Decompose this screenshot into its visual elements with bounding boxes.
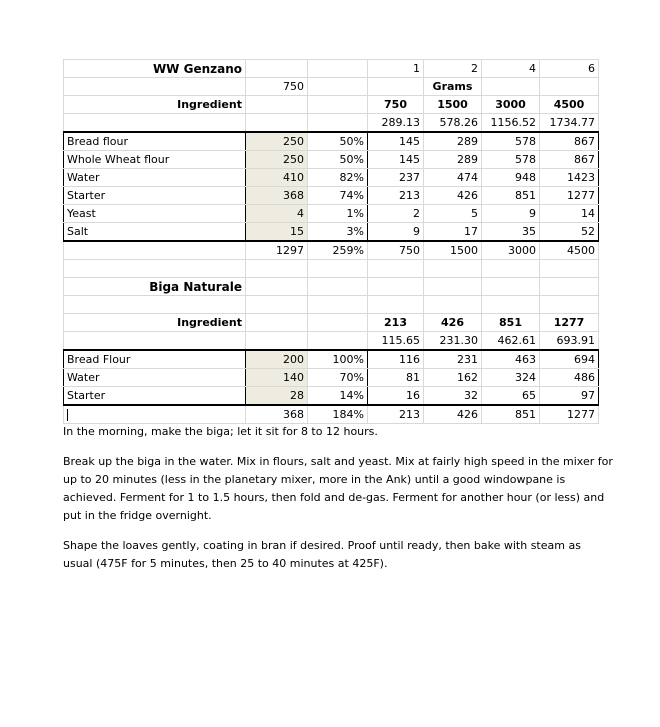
ingredient-weight: 213	[368, 187, 424, 205]
table-row	[64, 205, 599, 223]
batch-weight: 851	[482, 314, 540, 332]
ingredient-weight: 578	[482, 132, 540, 151]
loaves-count-6: 6	[540, 60, 599, 78]
genzano-ingredient-header: Ingredient	[64, 96, 246, 114]
recipe-table	[63, 59, 599, 424]
batch-weight: 426	[424, 314, 482, 332]
ingredient-name: Starter	[64, 187, 246, 205]
ingredient-weight: 16	[368, 387, 424, 406]
ingredient-percent: 70%	[308, 369, 368, 387]
total-weight: 213	[368, 405, 424, 424]
ingredient-grams: 28	[246, 387, 308, 406]
total-weight: 4500	[540, 241, 599, 260]
batch-weight: 1500	[424, 96, 482, 114]
ingredient-weight: 32	[424, 387, 482, 406]
ingredient-weight: 463	[482, 350, 540, 369]
ingredient-grams: 250	[246, 132, 308, 151]
table-row	[64, 369, 599, 387]
ingredient-percent: 3%	[308, 223, 368, 242]
base-weight: 750	[246, 78, 308, 96]
total-weight: 750	[368, 241, 424, 260]
ingredient-percent: 82%	[308, 169, 368, 187]
table-row	[64, 350, 599, 369]
ingredient-weight: 289	[424, 132, 482, 151]
ingredient-weight: 324	[482, 369, 540, 387]
ingredient-name: Water	[64, 369, 246, 387]
text-cursor-cell[interactable]	[64, 405, 246, 424]
ingredient-weight: 9	[482, 205, 540, 223]
ingredient-weight: 14	[540, 205, 599, 223]
ingredient-weight: 474	[424, 169, 482, 187]
ingredient-weight: 5	[424, 205, 482, 223]
ingredient-weight: 1277	[540, 187, 599, 205]
ingredient-percent: 50%	[308, 151, 368, 169]
ingredient-weight: 52	[540, 223, 599, 242]
flour-weight: 289.13	[368, 114, 424, 133]
total-grams: 368	[246, 405, 308, 424]
ingredient-weight: 231	[424, 350, 482, 369]
ingredient-percent: 74%	[308, 187, 368, 205]
ingredient-name: Starter	[64, 387, 246, 406]
ingredient-weight: 289	[424, 151, 482, 169]
batch-weight: 750	[368, 96, 424, 114]
ingredient-weight: 426	[424, 187, 482, 205]
flour-weight: 231.30	[424, 332, 482, 351]
ingredient-weight: 867	[540, 151, 599, 169]
flour-weight: 693.91	[540, 332, 599, 351]
ingredient-percent: 14%	[308, 387, 368, 406]
ingredient-grams: 200	[246, 350, 308, 369]
total-grams: 1297	[246, 241, 308, 260]
flour-weight: 462.61	[482, 332, 540, 351]
instructions	[63, 423, 613, 585]
ingredient-weight: 578	[482, 151, 540, 169]
total-weight: 1277	[540, 405, 599, 424]
flour-weight: 115.65	[368, 332, 424, 351]
table-row	[64, 223, 599, 242]
ingredient-grams: 410	[246, 169, 308, 187]
grams-label: Grams	[424, 78, 482, 96]
genzano-title: WW Genzano	[64, 60, 246, 78]
ingredient-weight: 162	[424, 369, 482, 387]
ingredient-weight: 145	[368, 151, 424, 169]
ingredient-weight: 2	[368, 205, 424, 223]
instruction-paragraph: Shape the loaves gently, coating in bran if desired. Proof until ready, then bake with steam as usual (475F for 5 minutes, then 25 to 40 minutes at 425F).	[63, 539, 581, 570]
total-weight: 3000	[482, 241, 540, 260]
ingredient-name: Yeast	[64, 205, 246, 223]
batch-weight: 4500	[540, 96, 599, 114]
instruction-paragraph: Break up the biga in the water. Mix in flours, salt and yeast. Mix at fairly high speed in the mixer for up to 20 minutes (less in the planetary mixer, more in the Ank) until a good windowpane is achieved. Ferment for 1 to 1.5 hours, then fold and de-gas. Ferment for another hour (or less) and put in the fridge overnight.	[63, 455, 613, 522]
ingredient-name: Whole Wheat flour	[64, 151, 246, 169]
table-row	[64, 169, 599, 187]
ingredient-weight: 486	[540, 369, 599, 387]
ingredient-weight: 694	[540, 350, 599, 369]
ingredient-weight: 116	[368, 350, 424, 369]
ingredient-percent: 50%	[308, 132, 368, 151]
ingredient-grams: 140	[246, 369, 308, 387]
loaves-count-4: 4	[482, 60, 540, 78]
flour-weight: 1156.52	[482, 114, 540, 133]
ingredient-weight: 237	[368, 169, 424, 187]
total-weight: 426	[424, 405, 482, 424]
batch-weight: 3000	[482, 96, 540, 114]
ingredient-grams: 368	[246, 187, 308, 205]
table-row	[64, 151, 599, 169]
ingredient-name: Bread flour	[64, 132, 246, 151]
ingredient-grams: 4	[246, 205, 308, 223]
table-row	[64, 187, 599, 205]
ingredient-weight: 867	[540, 132, 599, 151]
ingredient-weight: 35	[482, 223, 540, 242]
flour-weight: 1734.77	[540, 114, 599, 133]
instruction-paragraph: In the morning, make the biga; let it sit for 8 to 12 hours.	[63, 425, 378, 438]
ingredient-percent: 1%	[308, 205, 368, 223]
ingredient-weight: 851	[482, 187, 540, 205]
totals-row	[64, 241, 599, 260]
total-weight: 1500	[424, 241, 482, 260]
ingredient-grams: 15	[246, 223, 308, 242]
ingredient-weight: 948	[482, 169, 540, 187]
loaves-count-1: 1	[368, 60, 424, 78]
total-percent: 184%	[308, 405, 368, 424]
total-percent: 259%	[308, 241, 368, 260]
ingredient-name: Bread Flour	[64, 350, 246, 369]
total-weight: 851	[482, 405, 540, 424]
loaves-count-2: 2	[424, 60, 482, 78]
flour-weight: 578.26	[424, 114, 482, 133]
table-row	[64, 132, 599, 151]
batch-weight: 1277	[540, 314, 599, 332]
biga-title: Biga Naturale	[64, 278, 246, 296]
ingredient-percent: 100%	[308, 350, 368, 369]
ingredient-weight: 81	[368, 369, 424, 387]
ingredient-weight: 17	[424, 223, 482, 242]
ingredient-weight: 1423	[540, 169, 599, 187]
biga-ingredient-header: Ingredient	[64, 314, 246, 332]
ingredient-weight: 97	[540, 387, 599, 406]
ingredient-name: Salt	[64, 223, 246, 242]
totals-row	[64, 405, 599, 424]
text-cursor	[67, 409, 68, 421]
ingredient-name: Water	[64, 169, 246, 187]
ingredient-grams: 250	[246, 151, 308, 169]
ingredient-weight: 145	[368, 132, 424, 151]
ingredient-weight: 65	[482, 387, 540, 406]
recipe-spreadsheet	[63, 59, 598, 424]
ingredient-weight: 9	[368, 223, 424, 242]
table-row	[64, 387, 599, 406]
batch-weight: 213	[368, 314, 424, 332]
